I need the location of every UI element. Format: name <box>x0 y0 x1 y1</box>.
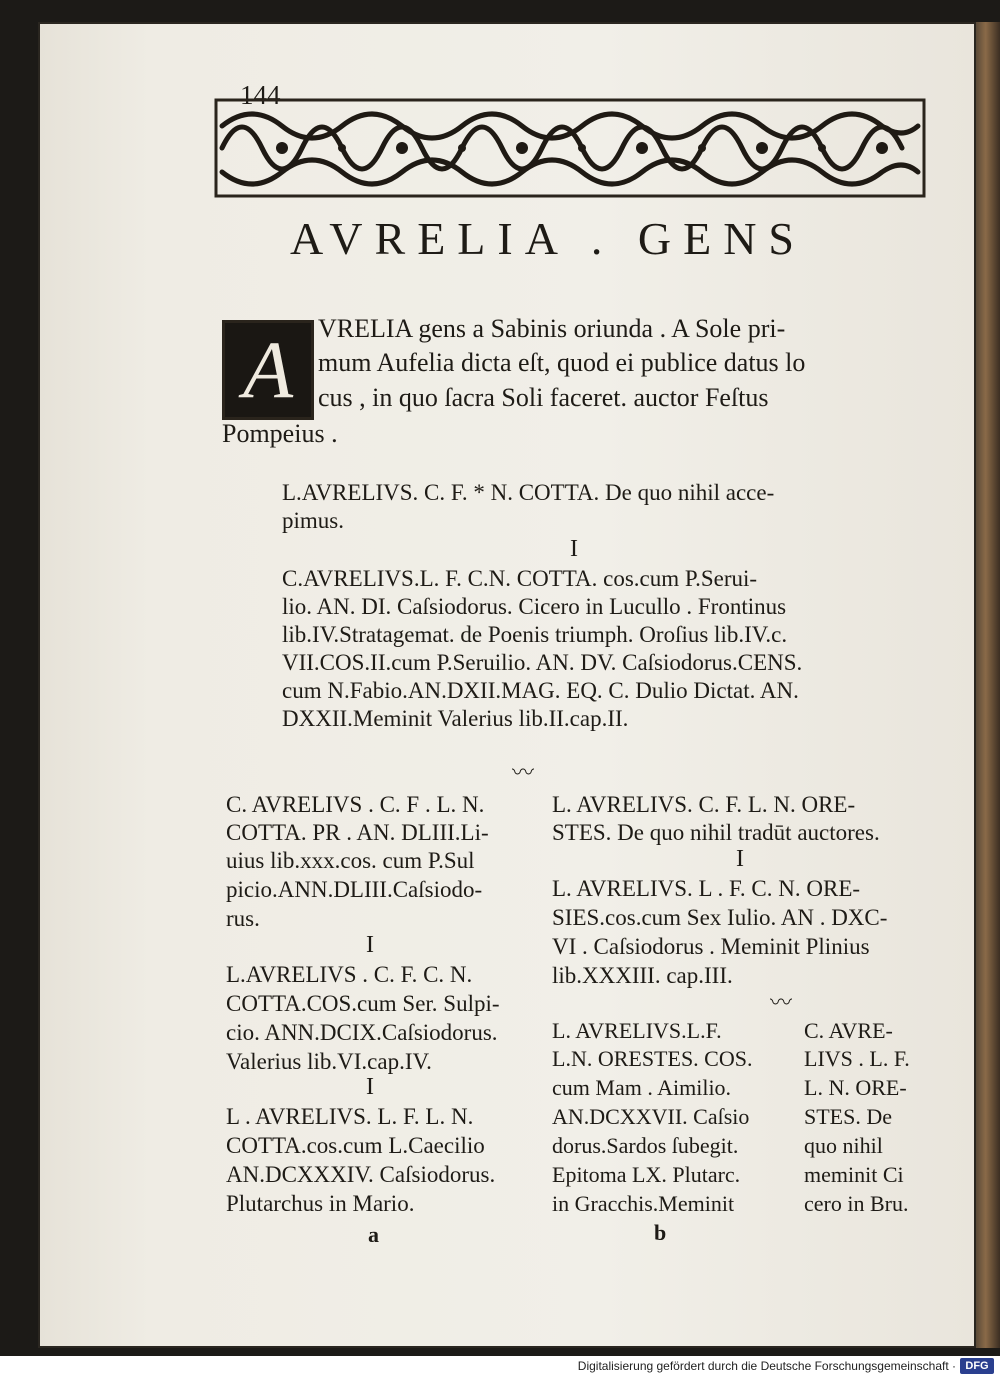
initial-letter: A <box>242 324 294 415</box>
col-b-block1-line-1: L. AVRELIVS. C. F. L. N. ORE- <box>552 792 856 817</box>
entry-gaius-line-1: C.AVRELIVS.L. F. C.N. COTTA. cos.cum P.Serui- <box>282 566 758 591</box>
col-b-left-line-2: L.N. ORESTES. COS. <box>552 1046 753 1071</box>
decorated-initial <box>222 320 314 420</box>
entry-gaius-line-5: cum N.Fabio.AN.DXII.MAG. EQ. C. Dulio Dictat. AN. <box>282 678 799 703</box>
entry-gaius-line-4: VII.COS.II.cum P.Seruilio. AN. DV. Caſsiodorus.CENS. <box>282 650 803 675</box>
ornamental-headpiece <box>212 96 928 200</box>
col-a-block1-line-2: COTTA. PR . AN. DLIII.Li- <box>226 820 489 845</box>
entry-gaius-line-3: lib.IV.Stratagemat. de Poenis triumph. Oroſius lib.IV.c. <box>282 622 788 647</box>
col-a-block1-line-4: picio.ANN.DLIII.Caſsiodo- <box>226 877 483 902</box>
col-b-left-line-7: in Gracchis.Meminit <box>552 1191 735 1216</box>
col-b-right-line-3: L. N. ORE- <box>804 1075 907 1100</box>
stemma-branch-mark: 〰 <box>512 760 535 785</box>
intro-line-4: Pompeius . <box>222 419 338 448</box>
col-a-block2-line-4: Valerius lib.VI.cap.IV. <box>226 1049 432 1074</box>
col-b-block2-line-4: lib.XXXIII. cap.III. <box>552 963 733 988</box>
col-b-block2-line-3: VI . Caſsiodorus . Meminit Plinius <box>552 934 870 959</box>
book-edge <box>976 22 1000 1348</box>
generation-numeral: I <box>570 536 578 562</box>
generation-numeral: I <box>366 1074 374 1100</box>
entry-lucius-line-2: pimus. <box>282 508 344 533</box>
col-b-right-line-1: C. AVRE- <box>804 1018 893 1043</box>
generation-numeral: I <box>736 846 744 872</box>
col-a-block3-line-4: Plutarchus in Mario. <box>226 1191 415 1216</box>
col-a-block2-line-2: COTTA.COS.cum Ser. Sulpi- <box>226 991 500 1016</box>
entry-lucius-line-1: L.AVRELIVS. C. F. * N. COTTA. De quo nihil acce- <box>282 480 775 505</box>
entry-gaius-line-2: lio. AN. DI. Caſsiodorus. Cicero in Lucullo . Frontinus <box>282 594 787 619</box>
page-number: 144 <box>240 80 281 110</box>
col-b-right-line-7: cero in Bru. <box>804 1191 909 1216</box>
col-b-left-line-5: dorus.Sardos ſubegit. <box>552 1133 739 1158</box>
col-b-left-line-1: L. AVRELIVS.L.F. <box>552 1018 722 1043</box>
stemma-branch-mark: 〰 <box>770 990 793 1015</box>
col-a-block2-line-3: cio. ANN.DCIX.Caſsiodorus. <box>226 1020 498 1045</box>
dfg-logo[interactable]: DFG <box>960 1358 994 1374</box>
intro-line-3: cus , in quo ſacra Soli faceret. auctor Feſtus <box>318 383 769 412</box>
col-a-block3-line-1: L . AVRELIVS. L. F. L. N. <box>226 1104 474 1129</box>
col-a-block3-line-3: AN.DCXXXIV. Caſsiodorus. <box>226 1162 496 1187</box>
col-a-block1-line-1: C. AVRELIVS . C. F . L. N. <box>226 792 485 817</box>
digitization-footer <box>0 1356 1000 1378</box>
col-b-right-line-4: STES. De <box>804 1104 892 1129</box>
generation-numeral: I <box>366 932 374 958</box>
col-a-block2-line-1: L.AVRELIVS . C. F. C. N. <box>226 962 473 987</box>
col-a-block1-line-5: rus. <box>226 906 260 931</box>
signature-mark-b: b <box>654 1220 667 1245</box>
entry-gaius-line-6: DXXII.Meminit Valerius lib.II.cap.II. <box>282 706 629 731</box>
col-b-block1-line-2: STES. De quo nihil tradūt auctores. <box>552 820 880 845</box>
col-b-block2-line-1: L. AVRELIVS. L . F. C. N. ORE- <box>552 876 861 901</box>
page-title: AVRELIA . GENS <box>290 213 807 264</box>
col-a-block3-line-2: COTTA.cos.cum L.Caecilio <box>226 1133 485 1158</box>
col-b-block2-line-2: SIES.cos.cum Sex Iulio. AN . DXC- <box>552 905 888 930</box>
col-b-left-line-4: AN.DCXXVII. Caſsio <box>552 1104 750 1129</box>
col-b-right-line-5: quo nihil <box>804 1133 883 1158</box>
col-b-left-line-6: Epitoma LX. Plutarc. <box>552 1162 741 1187</box>
col-a-block1-line-3: uius lib.xxx.cos. cum P.Sul <box>226 848 475 873</box>
col-b-left-line-3: cum Mam . Aimilio. <box>552 1075 732 1100</box>
signature-mark-a: a <box>368 1222 379 1247</box>
col-b-right-line-6: meminit Ci <box>804 1162 904 1187</box>
intro-line-2: mum Aufelia dicta eſt, quod ei publice datus lo <box>318 348 806 377</box>
intro-line-1: VRELIA gens a Sabinis oriunda . A Sole pri- <box>318 314 786 343</box>
col-b-right-line-2: LIVS . L. F. <box>804 1046 910 1071</box>
funding-credit: Digitalisierung gefördert durch die Deutsche Forschungsgemeinschaft · <box>577 1359 956 1373</box>
